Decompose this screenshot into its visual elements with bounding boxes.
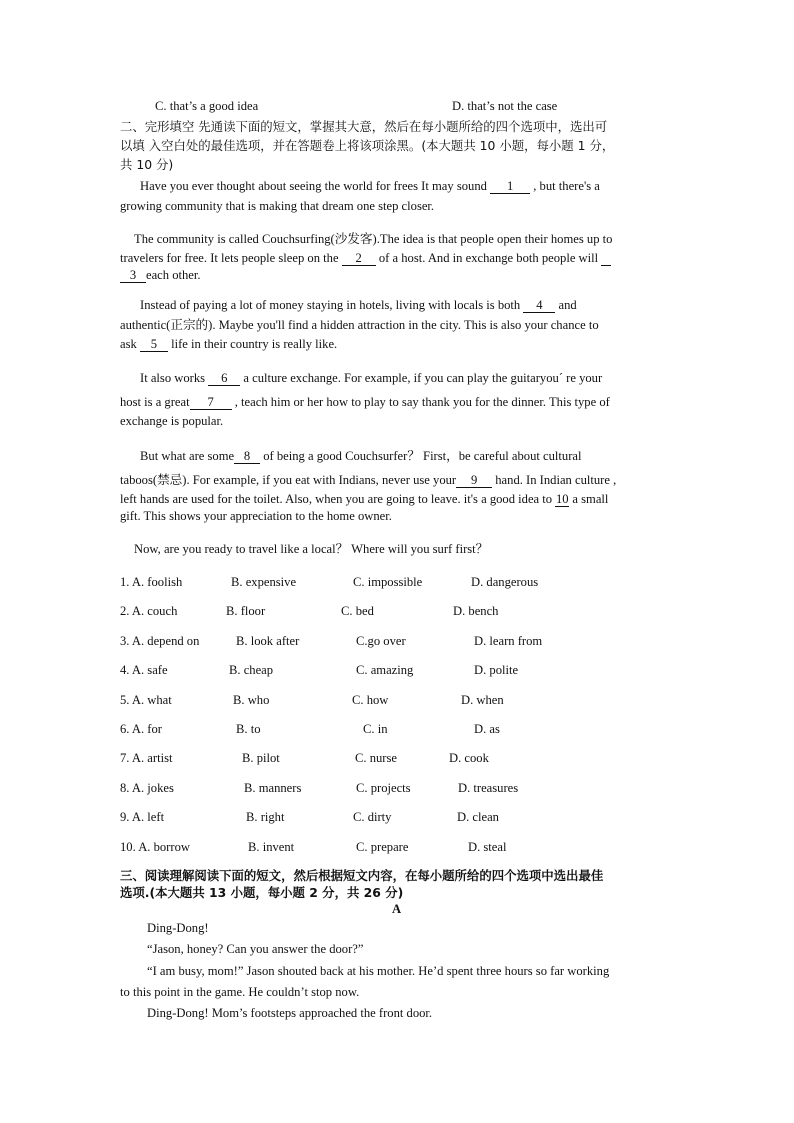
blank-5: 5: [140, 337, 168, 352]
question-4-option-a: 4. A. safe: [120, 663, 168, 677]
passage-p4-line2: [120, 394, 610, 410]
passage-p6: Now, are you ready to travel like a local？ Where will you surf first？: [134, 542, 489, 556]
blank-7: 7: [190, 395, 232, 410]
question-5-option-b: B. who: [233, 693, 270, 707]
blank-1: 1: [490, 179, 530, 194]
question-3-option-d: D. learn from: [474, 634, 543, 648]
question-10-option-a: 10. A. borrow: [120, 840, 190, 854]
question-3-option-b: B. look after: [236, 634, 300, 648]
section3-title-line1: 三、阅读理解阅读下面的短文，然后根据短文内容，在每小题所给的四个选项中选出最佳: [120, 868, 604, 883]
blank-3-lead: [601, 251, 611, 266]
passage-p1-line1: [140, 178, 600, 194]
passage-p5-line4: gift. This shows your appreciation to the home owner.: [120, 509, 392, 523]
passage-p2-line2: [120, 250, 611, 266]
passage-p3-line1: [140, 297, 577, 313]
question-9-option-a: 9. A. left: [120, 810, 165, 824]
passage-text: taboos(禁忌). For example, if you eat with Indians, never use your: [120, 473, 457, 487]
question-9-option-b: B. right: [246, 810, 285, 824]
passage-p3-line2: authentic(正宗的). Maybe you'll find a hidden attraction in the city. This is also your chance to: [120, 318, 599, 332]
question-7-option-a: 7. A. artist: [120, 751, 173, 765]
question-3-option-c: C.go over: [356, 634, 406, 648]
passage-text: , teach him or her how to play to say thank you for the dinner. This type of: [231, 395, 610, 409]
passage-text: and: [555, 298, 577, 312]
question-1-option-a: 1. A. foolish: [120, 575, 183, 589]
passage-text: of being a good Couchsurfer？ First，be careful about cultural: [260, 449, 582, 463]
question-4-option-d: D. polite: [474, 663, 519, 677]
question-8-option-a: 8. A. jokes: [120, 781, 174, 795]
passage-text: life in their country is really like.: [167, 337, 338, 351]
question-2-option-b: B. floor: [226, 604, 266, 618]
question-3-option-a: 3. A. depend on: [120, 634, 200, 648]
question-8-option-d: D. treasures: [458, 781, 519, 795]
passage-p2-line3: [120, 267, 201, 283]
blank-3: 3: [120, 268, 146, 283]
story-line1: Ding-Dong!: [147, 921, 209, 935]
question-9-option-d: D. clean: [457, 810, 499, 824]
blank-6: 6: [208, 371, 240, 386]
question-10-option-d: D. steal: [468, 840, 507, 854]
passage-p2-line1: The community is called Couchsurfing(沙发客).The idea is that people open their homes up to: [134, 232, 613, 246]
passage-text: a culture exchange. For example, if you can play the guitaryou´ re your: [240, 371, 603, 385]
section2-title-line2: 以填 入空白处的最佳选项，并在答题卷上将该项涂黑。(本大题共 10 小题，每小题 1 分，: [120, 138, 615, 153]
question-2-option-a: 2. A. couch: [120, 604, 178, 618]
question-8-option-b: B. manners: [244, 781, 302, 795]
question-5-option-c: C. how: [352, 693, 389, 707]
question-6-option-b: B. to: [236, 722, 261, 736]
story-line3: “I am busy, mom!” Jason shouted back at his mother. He’d spent three hours so far working: [147, 964, 610, 978]
passage-text: Have you ever thought about seeing the world for frees It may sound: [140, 179, 491, 193]
passage-p4-line3: exchange is popular.: [120, 414, 224, 428]
question-6-option-a: 6. A. for: [120, 722, 162, 736]
option-d: D. that’s not the case: [452, 99, 558, 113]
passage-text: , but there's a: [530, 179, 600, 193]
part-label: A: [392, 902, 402, 916]
section2-title-line1: 二、完形填空 先通读下面的短文，掌握其大意，然后在每小题所给的四个选项中，选出可: [120, 119, 608, 134]
question-4-option-c: C. amazing: [356, 663, 414, 677]
question-2-option-c: C. bed: [341, 604, 374, 618]
passage-text: ask: [120, 337, 140, 351]
question-10-option-b: B. invent: [248, 840, 295, 854]
question-2-option-d: D. bench: [453, 604, 499, 618]
passage-p5-line3: [120, 491, 608, 507]
question-10-option-c: C. prepare: [356, 840, 409, 854]
passage-text: hand. In Indian culture ,: [492, 473, 617, 487]
question-5-option-d: D. when: [461, 693, 504, 707]
question-5-option-a: 5. A. what: [120, 693, 172, 707]
question-7-option-d: D. cook: [449, 751, 489, 765]
passage-text: But what are some: [140, 449, 235, 463]
story-line4: to this point in the game. He couldn’t stop now.: [120, 985, 360, 999]
section3-title-line2: 选项.(本大题共 13 小题，每小题 2 分，共 26 分): [120, 885, 404, 900]
question-1-option-d: D. dangerous: [471, 575, 539, 589]
passage-p1-line2: growing community that is making that dream one step closer.: [120, 199, 435, 213]
story-line5: Ding-Dong! Mom’s footsteps approached the front door.: [147, 1006, 433, 1020]
passage-text: a small: [569, 492, 609, 506]
blank-2: 2: [342, 251, 376, 266]
passage-text: each other.: [146, 268, 201, 282]
passage-text: of a host. And in exchange both people will: [375, 251, 602, 265]
question-7-option-b: B. pilot: [242, 751, 280, 765]
passage-text: Instead of paying a lot of money staying in hotels, living with locals is both: [140, 298, 524, 312]
story-line2: “Jason, honey? Can you answer the door?”: [147, 942, 364, 956]
passage-p4-line1: [140, 370, 602, 386]
question-4-option-b: B. cheap: [229, 663, 274, 677]
blank-10: 10: [555, 492, 569, 506]
passage-p5-line1: [140, 448, 581, 464]
blank-9: 9: [456, 473, 492, 488]
question-8-option-c: C. projects: [356, 781, 411, 795]
blank-8: 8: [234, 449, 260, 464]
question-6-option-c: C. in: [363, 722, 388, 736]
passage-p5-line2: [120, 472, 616, 488]
blank-4: 4: [523, 298, 555, 313]
option-c: C. that’s a good idea: [155, 99, 259, 113]
passage-p3-line3: [120, 336, 337, 352]
question-9-option-c: C. dirty: [353, 810, 392, 824]
passage-text: left hands are used for the toilet. Also, when you are going to leave. it's a good idea to: [120, 492, 556, 506]
question-1-option-c: C. impossible: [353, 575, 423, 589]
section2-title-line3: 共 10 分): [120, 157, 174, 172]
question-6-option-d: D. as: [474, 722, 500, 736]
passage-text: travelers for free. It lets people sleep on the: [120, 251, 342, 265]
question-1-option-b: B. expensive: [231, 575, 297, 589]
passage-text: host is a great: [120, 395, 190, 409]
question-7-option-c: C. nurse: [355, 751, 397, 765]
passage-text: It also works: [140, 371, 209, 385]
